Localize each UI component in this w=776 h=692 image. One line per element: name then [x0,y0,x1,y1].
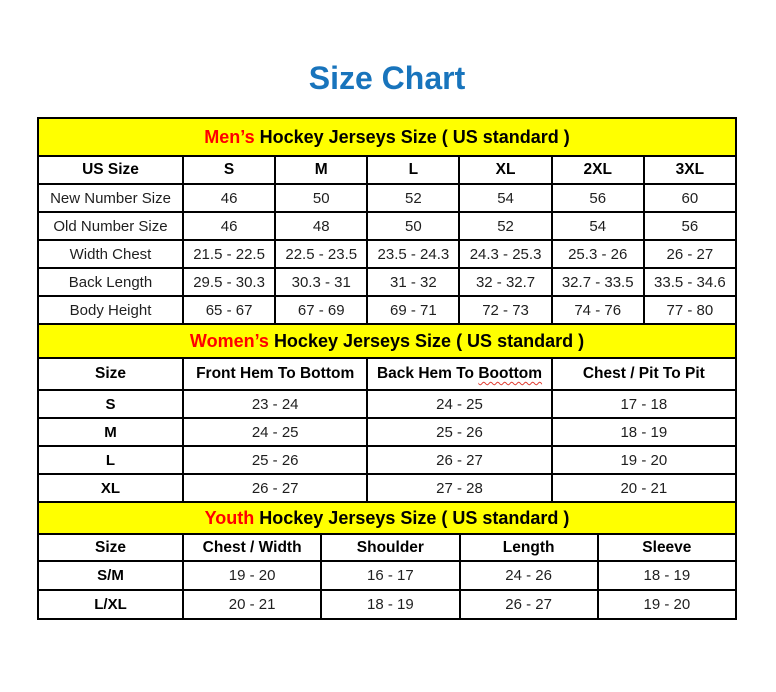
cell-value: 52 [367,184,459,212]
cell-value: 29.5 - 30.3 [183,268,275,296]
youth-banner-row [38,502,736,534]
cell-value: 16 - 17 [321,561,459,590]
banner-text: Hockey Jerseys Size ( US standard ) [259,126,570,147]
banner-accent: Youth [204,507,255,528]
cell-value: 65 - 67 [183,296,275,324]
column-header: L [367,156,459,184]
table-row [38,268,736,296]
cell-value: 31 - 32 [367,268,459,296]
cell-value: 67 - 69 [275,296,367,324]
cell-value: 22.5 - 23.5 [275,240,367,268]
womens-header-row [38,358,736,390]
cell-value: 19 - 20 [598,590,736,619]
cell-value: 46 [183,184,275,212]
cell-value: 30.3 - 31 [275,268,367,296]
table-row [38,212,736,240]
womens-section-banner [38,324,736,358]
cell-value: 20 - 21 [552,474,736,502]
cell-value: 56 [552,184,644,212]
row-label: L/XL [38,590,183,619]
cell-value: 54 [552,212,644,240]
banner-accent: Women’s [189,330,269,351]
cell-value: 27 - 28 [367,474,551,502]
womens-size-table [37,323,737,503]
cell-value: 26 - 27 [460,590,598,619]
cell-value: 46 [183,212,275,240]
table-row [38,474,736,502]
cell-value: 26 - 27 [183,474,367,502]
column-header [367,358,551,390]
cell-value: 23.5 - 24.3 [367,240,459,268]
cell-value: 24 - 25 [183,418,367,446]
mens-header-row [38,156,736,184]
banner-accent: Men’s [204,126,255,147]
column-header: US Size [38,156,183,184]
cell-value: 32.7 - 33.5 [552,268,644,296]
cell-value: 26 - 27 [367,446,551,474]
youth-size-table [37,501,737,620]
cell-value: 56 [644,212,736,240]
cell-value: 18 - 19 [598,561,736,590]
column-header: Size [38,358,183,390]
row-label: New Number Size [38,184,183,212]
misspelled-word: Boottom [478,365,543,382]
row-label: Width Chest [38,240,183,268]
mens-size-table [37,117,737,325]
column-header: Length [460,534,598,561]
cell-value: 19 - 20 [183,561,321,590]
column-header: Shoulder [321,534,459,561]
column-header: XL [459,156,551,184]
column-header: 2XL [552,156,644,184]
row-label: XL [38,474,183,502]
cell-value: 32 - 32.7 [459,268,551,296]
cell-value: 24 - 25 [367,390,551,418]
column-header: Size [38,534,183,561]
row-label: Body Height [38,296,183,324]
womens-banner-row [38,324,736,358]
table-row [38,240,736,268]
cell-value: 74 - 76 [552,296,644,324]
mens-section-banner [38,118,736,156]
cell-value: 60 [644,184,736,212]
column-header-text: Back Hem To [376,365,475,382]
cell-value: 18 - 19 [552,418,736,446]
row-label: L [38,446,183,474]
cell-value: 25 - 26 [367,418,551,446]
page-title: Size Chart [308,60,466,96]
cell-value: 69 - 71 [367,296,459,324]
table-row [38,561,736,590]
column-header: Front Hem To Bottom [183,358,367,390]
cell-value: 19 - 20 [552,446,736,474]
table-row [38,296,736,324]
cell-value: 26 - 27 [644,240,736,268]
cell-value: 25.3 - 26 [552,240,644,268]
row-label: M [38,418,183,446]
row-label: S [38,390,183,418]
cell-value: 23 - 24 [183,390,367,418]
table-row [38,446,736,474]
size-chart-tables [37,117,776,620]
banner-text: Hockey Jerseys Size ( US standard ) [273,330,585,351]
youth-header-row [38,534,736,561]
cell-value: 33.5 - 34.6 [644,268,736,296]
table-row [38,418,736,446]
cell-value: 48 [275,212,367,240]
row-label: S/M [38,561,183,590]
cell-value: 20 - 21 [183,590,321,619]
youth-section-banner [38,502,736,534]
cell-value: 52 [459,212,551,240]
table-row [38,590,736,619]
column-header: Sleeve [598,534,736,561]
table-row [38,184,736,212]
column-header: M [275,156,367,184]
column-header: Chest / Width [183,534,321,561]
table-row [38,390,736,418]
cell-value: 50 [367,212,459,240]
cell-value: 54 [459,184,551,212]
mens-banner-row [38,118,736,156]
banner-text: Hockey Jerseys Size ( US standard ) [259,507,570,528]
cell-value: 21.5 - 22.5 [183,240,275,268]
cell-value: 18 - 19 [321,590,459,619]
cell-value: 77 - 80 [644,296,736,324]
row-label: Old Number Size [38,212,183,240]
column-header: 3XL [644,156,736,184]
column-header: S [183,156,275,184]
cell-value: 72 - 73 [459,296,551,324]
cell-value: 50 [275,184,367,212]
cell-value: 25 - 26 [183,446,367,474]
row-label: Back Length [38,268,183,296]
column-header: Chest / Pit To Pit [552,358,736,390]
cell-value: 17 - 18 [552,390,736,418]
cell-value: 24 - 26 [460,561,598,590]
cell-value: 24.3 - 25.3 [459,240,551,268]
